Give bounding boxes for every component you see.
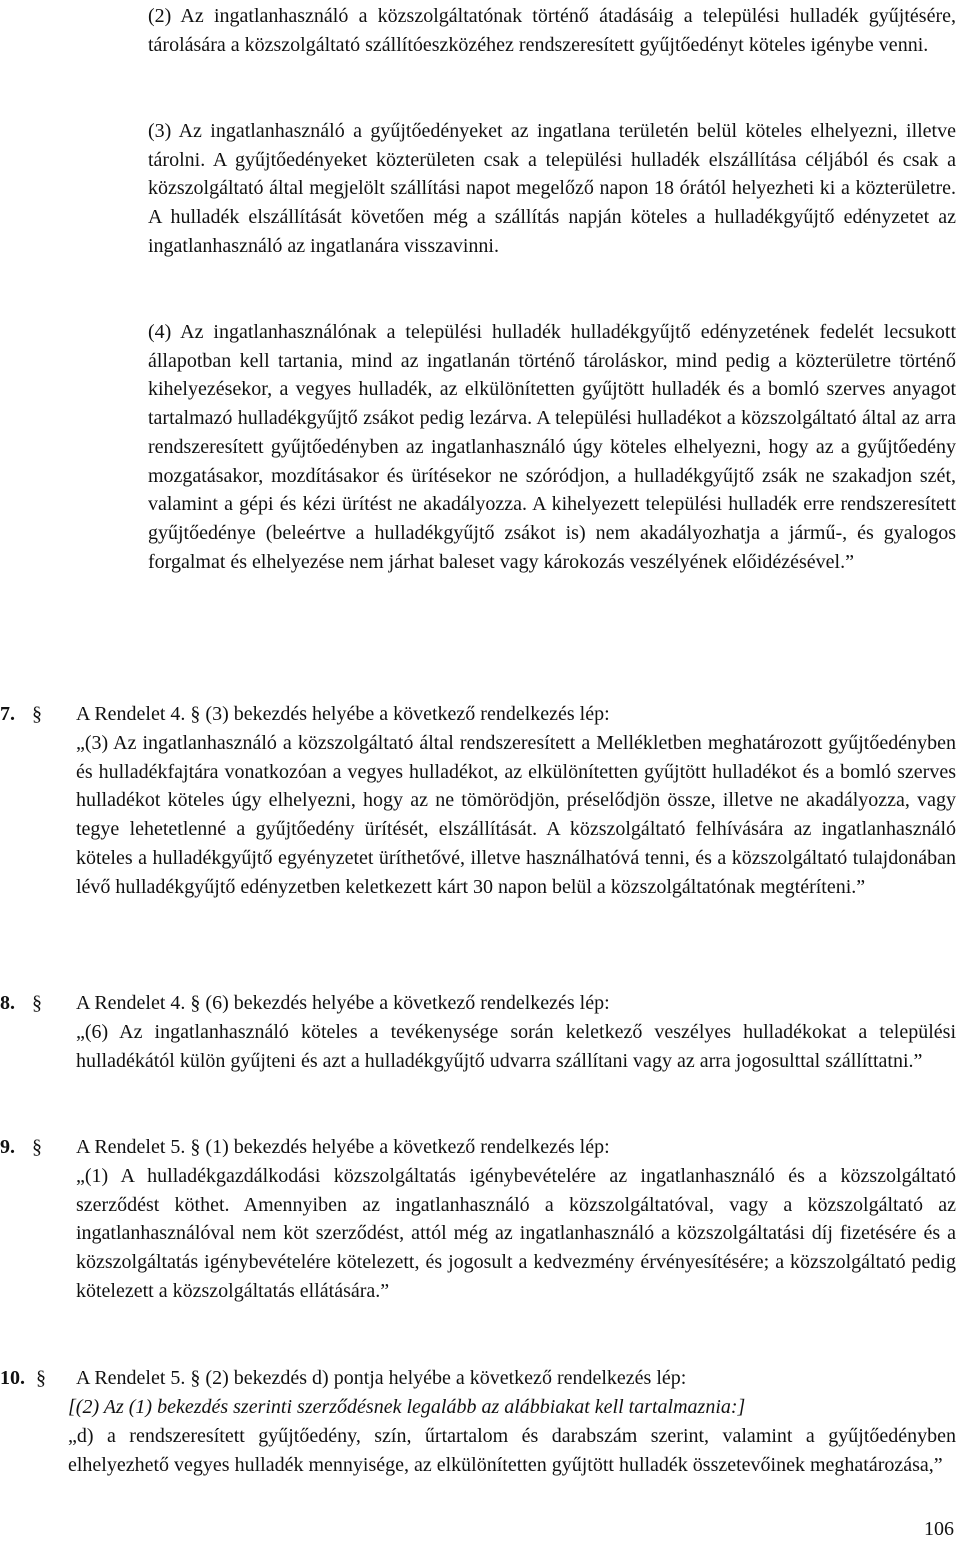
paragraph-3: (3) Az ingatlanhasználó a gyűjtőedényeket az ingatlana területén belül köteles elhelyezni, illetve tárolni. A gyűjtőedényeket közterületen csak a települési hulladék elszállítása céljából és csak a közszolgáltató által megjelölt szállítási napot megelőző napon 18 órától helyezheti ki a közterületre. A hulladék elszállítását követően még a szállítás napján köteles a hulladékgyűjtő edényzetet az ingatlanhasználó az ingatlanára visszavinni. [148, 120, 956, 257]
section-sign-icon: § [32, 1136, 42, 1158]
item-7-heading: A Rendelet 4. § (3) bekezdés helyébe a következő rendelkezés lép: [76, 703, 610, 725]
item-10-heading: A Rendelet 5. § (2) bekezdés d) pontja helyébe a következő rendelkezés lép: [76, 1367, 687, 1389]
item-8-text: „(6) Az ingatlanhasználó köteles a tevékenysége során keletkező veszélyes hulladékokat a települési hulladékától külön gyűjteni és azt a hulladékgyűjtő udvarra szállítani vagy az arra jogosulttal szállíttatni.” [76, 1021, 956, 1072]
item-10-number: 10. [0, 1367, 25, 1389]
section-sign-icon: § [36, 1367, 46, 1389]
item-9-heading: A Rendelet 5. § (1) bekezdés helyébe a következő rendelkezés lép: [76, 1136, 610, 1158]
item-8-heading: A Rendelet 4. § (6) bekezdés helyébe a következő rendelkezés lép: [76, 992, 610, 1014]
paragraph-4: (4) Az ingatlanhasználónak a települési hulladék hulladékgyűjtő edényzetének fedelét lecsukott állapotban kell tartania, mind az ingatlanán történő tároláskor, mind pedig a közterületre történő kihelyezésekor, a vegyes hulladék, az elkülönítetten gyűjtött hulladék és a bomló szerves anyagot tartalmazó hulladékgyűjtő zsákot pedig lezárva. A települési hulladékot a közszolgáltató által az arra rendszeresített gyűjtőedényben az ingatlanhasználó úgy köteles elhelyezni, hogy az a gyűjtőedény mozgatásakor, mozdításakor és ürítésekor ne szóródjon, a hulladékgyűjtő zsák ne szakadjon szét, valamint a gépi és kézi ürítést ne akadályozza. A kihelyezett települési hulladék erre rendszeresített gyűjtőedénye (beleértve a hulladékgyűjtő zsákot is) nem akadályozhatja a jármű-, és gyalogos forgalmat és elhelyezése nem járhat baleset vagy károkozás veszélyének előidézésével.” [148, 321, 956, 573]
item-9-number: 9. [0, 1136, 15, 1158]
paragraph-2: (2) Az ingatlanhasználó a közszolgáltatónak történő átadásáig a települési hulladék gyűjtésére, tárolására a közszolgáltató szállítóeszközéhez rendszeresített gyűjtőedényt köteles igénybe venni. [148, 5, 956, 56]
item-10-text: „d) a rendszeresített gyűjtőedény, szín, űrtartalom és darabszám szerint, valamint a gyűjtőedényben elhelyezhető vegyes hulladék mennyisége, az elkülönítetten gyűjtött hulladék összetevőinek meghatározása,” [68, 1425, 956, 1476]
item-8-number: 8. [0, 992, 15, 1014]
item-7-number: 7. [0, 703, 15, 725]
page-number: 106 [924, 1518, 954, 1540]
section-sign-icon: § [32, 992, 42, 1014]
section-sign-icon: § [32, 703, 42, 725]
item-7-text: „(3) Az ingatlanhasználó a közszolgáltató által rendszeresített a Mellékletben meghatározott gyűjtőedényben és hulladékfajtára vonatkozóan a vegyes hulladékot, az elkülönítetten gyűjtött hulladékot és a bomló szerves hulladékot köteles úgy elhelyezni, hogy az ne tömörödjön, préselődjön össze, illetve ne akadályozza, vagy tegye lehetetlenné a gyűjtőedény ürítését, elszállítását. A közszolgáltató felhívására az ingatlanhasználó köteles a hulladékgyűjtő egyényzetet üríthetővé, illetve használhatóvá tenni, és a közszolgáltató tulajdonában lévő hulladékgyűjtő edényzetben keletkezett kárt 30 napon belül a közszolgáltatónak megtéríteni.” [76, 732, 956, 898]
item-10-italic-note: [(2) Az (1) bekezdés szerinti szerződésnek legalább az alábbiakat kell tartalmaznia:] [68, 1396, 746, 1418]
item-9-text: „(1) A hulladékgazdálkodási közszolgáltatás igénybevételére az ingatlanhasználó és a közszolgáltató szerződést köthet. Amennyiben az ingatlanhasználó a közszolgáltatóval, vagy a közszolgáltató az ingatlanhasználóval nem köt szerződést, attól még az ingatlanhasználó a közszolgáltatási díj fizetésére és a közszolgáltatás igénybevételére kötelezett, és jogosult a kedvezmény érvényesítésére; a közszolgáltató pedig kötelezett a közszolgáltatás ellátására.” [76, 1165, 956, 1302]
